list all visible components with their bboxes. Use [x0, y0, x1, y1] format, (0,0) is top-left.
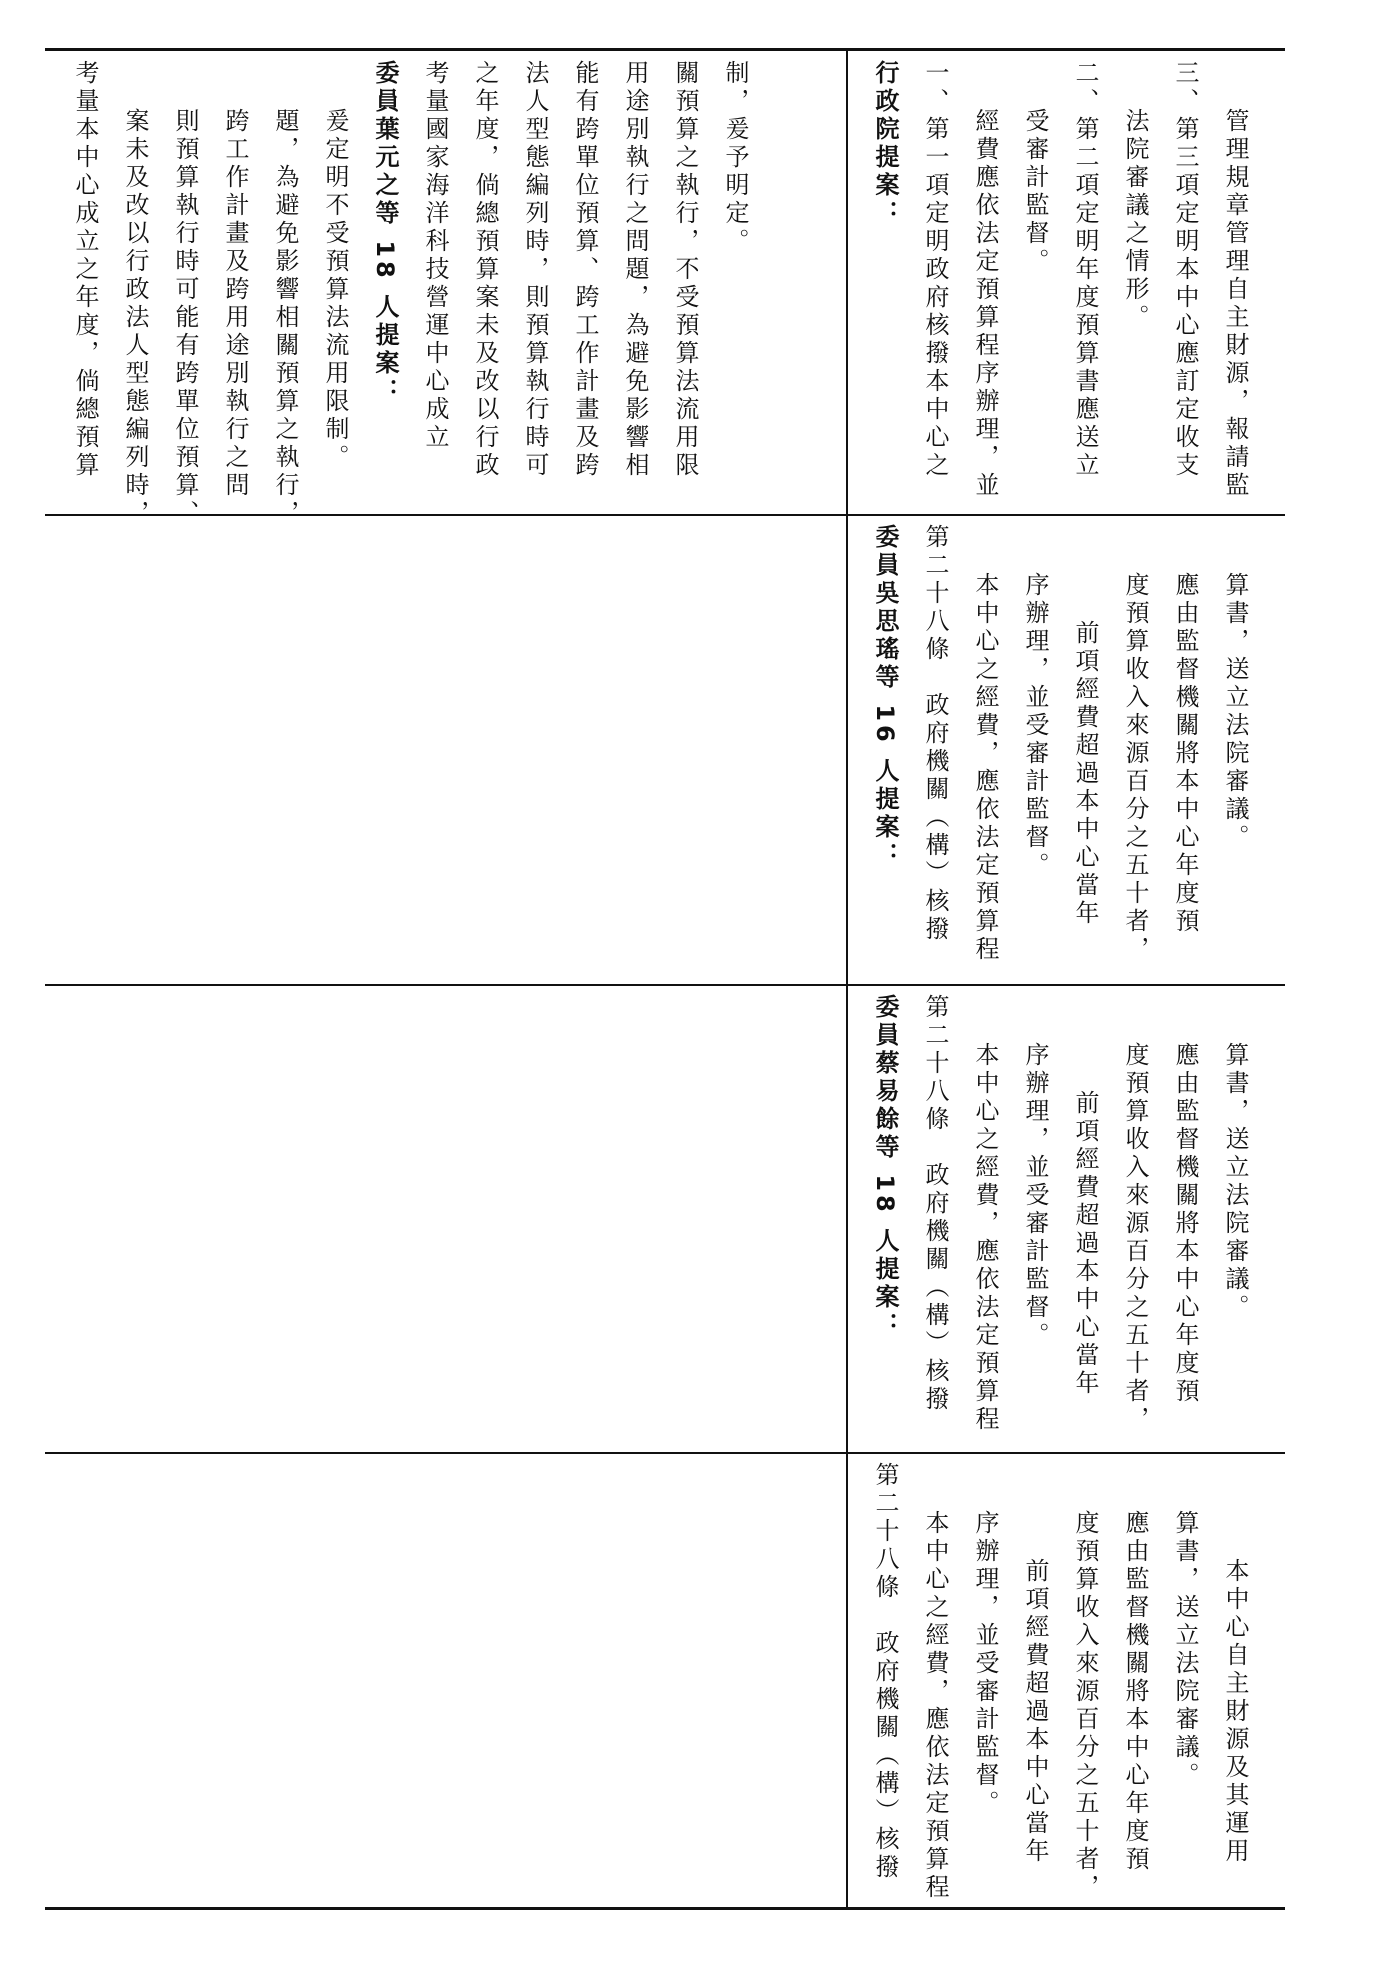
tsai-line-3: 本中心之經費，應依法定預算程	[971, 1042, 999, 1434]
left-text1-line-3: 則預算執行時可能有跨單位預算、	[171, 108, 199, 528]
left-text1-line-4: 跨工作計畫及跨用途別執行之問	[221, 108, 249, 500]
tsai-line-2: 第二十八條 政府機關（構）核撥	[921, 994, 949, 1414]
wu-line-6: 度預算收入來源百分之五十者，	[1121, 572, 1149, 964]
row-divider-1	[45, 514, 1285, 516]
tsai-line-8: 算書，送立法院審議。	[1221, 1042, 1249, 1322]
wu-line-7: 應由監督機關將本中心年度預	[1171, 572, 1199, 936]
exec-heading: 行政院提案：	[871, 60, 899, 228]
left-text1-line-5: 題，為避免影響相關預算之執行，	[271, 108, 299, 528]
tsai-line-7: 應由監督機關將本中心年度預	[1171, 1042, 1199, 1406]
exec-line-8: 管理規章管理自主財源，報請監	[1221, 108, 1249, 500]
exec-line-3: 經費應依法定預算程序辦理，並	[971, 108, 999, 500]
wu-line-4: 序辦理，並受審計監督。	[1021, 572, 1049, 880]
left-top-cell	[60, 60, 840, 528]
base-line-5: 度預算收入來源百分之五十者，	[1071, 1510, 1099, 1902]
wu-line-2: 第二十八條 政府機關（構）核撥	[921, 524, 949, 944]
tsai-line-6: 度預算收入來源百分之五十者，	[1121, 1042, 1149, 1434]
left-text2-line-7: 制，爰予明定。	[721, 60, 749, 256]
exec-line-2: 一、第一項定明政府核撥本中心之	[921, 60, 949, 480]
base-line-4: 前項經費超過本中心當年	[1021, 1558, 1049, 1866]
base-line-7: 算書，送立法院審議。	[1171, 1510, 1199, 1790]
wu-line-3: 本中心之經費，應依法定預算程	[971, 572, 999, 964]
base-line-8: 本中心自主財源及其運用	[1221, 1558, 1249, 1866]
left-text1-line-2: 案未及改以行政法人型態編列時，	[121, 108, 149, 528]
base-line-6: 應由監督機關將本中心年度預	[1121, 1510, 1149, 1874]
exec-line-5: 二、第二項定明年度預算書應送立	[1071, 60, 1099, 480]
column-divider	[846, 50, 848, 1908]
right-cell-2	[860, 524, 1280, 979]
tsai-line-4: 序辦理，並受審計監督。	[1021, 1042, 1049, 1350]
wu-line-5: 前項經費超過本中心當年	[1071, 620, 1099, 928]
left-text2-line-3: 法人型態編列時，則預算執行時可	[521, 60, 549, 480]
left-text2-line-6: 關預算之執行，不受預算法流用限	[671, 60, 699, 480]
left-text2-line-1: 考量國家海洋科技營運中心成立	[421, 60, 449, 452]
left-heading: 委員葉元之等 18 人提案：	[371, 60, 399, 407]
right-cell-1	[860, 60, 1280, 510]
right-cell-4	[860, 1462, 1280, 1902]
wu-heading: 委員吳思瑤等 16 人提案：	[871, 524, 899, 871]
left-text2-line-4: 能有跨單位預算、跨工作計畫及跨	[571, 60, 599, 480]
row-divider-2	[45, 984, 1285, 986]
row-divider-3	[45, 1452, 1285, 1454]
exec-line-7: 三、第三項定明本中心應訂定收支	[1171, 60, 1199, 480]
top-rule	[45, 48, 1285, 51]
base-line-3: 序辦理，並受審計監督。	[971, 1510, 999, 1818]
right-cell-3	[860, 994, 1280, 1446]
left-text1-line-1: 考量本中心成立之年度，倘總預算	[71, 60, 99, 480]
base-line-2: 本中心之經費，應依法定預算程	[921, 1510, 949, 1902]
wu-line-8: 算書，送立法院審議。	[1221, 572, 1249, 852]
left-text1-line-6: 爰定明不受預算法流用限制。	[321, 108, 349, 472]
left-text2-line-5: 用途別執行之問題，為避免影響相	[621, 60, 649, 480]
bottom-rule	[45, 1907, 1285, 1910]
exec-line-4: 受審計監督。	[1021, 108, 1049, 276]
left-text2-line-2: 之年度，倘總預算案未及改以行政	[471, 60, 499, 480]
tsai-line-5: 前項經費超過本中心當年	[1071, 1090, 1099, 1398]
exec-line-6: 法院審議之情形。	[1121, 108, 1149, 332]
tsai-heading: 委員蔡易餘等 18 人提案：	[871, 994, 899, 1341]
base-line-1: 第二十八條 政府機關（構）核撥	[871, 1462, 899, 1882]
